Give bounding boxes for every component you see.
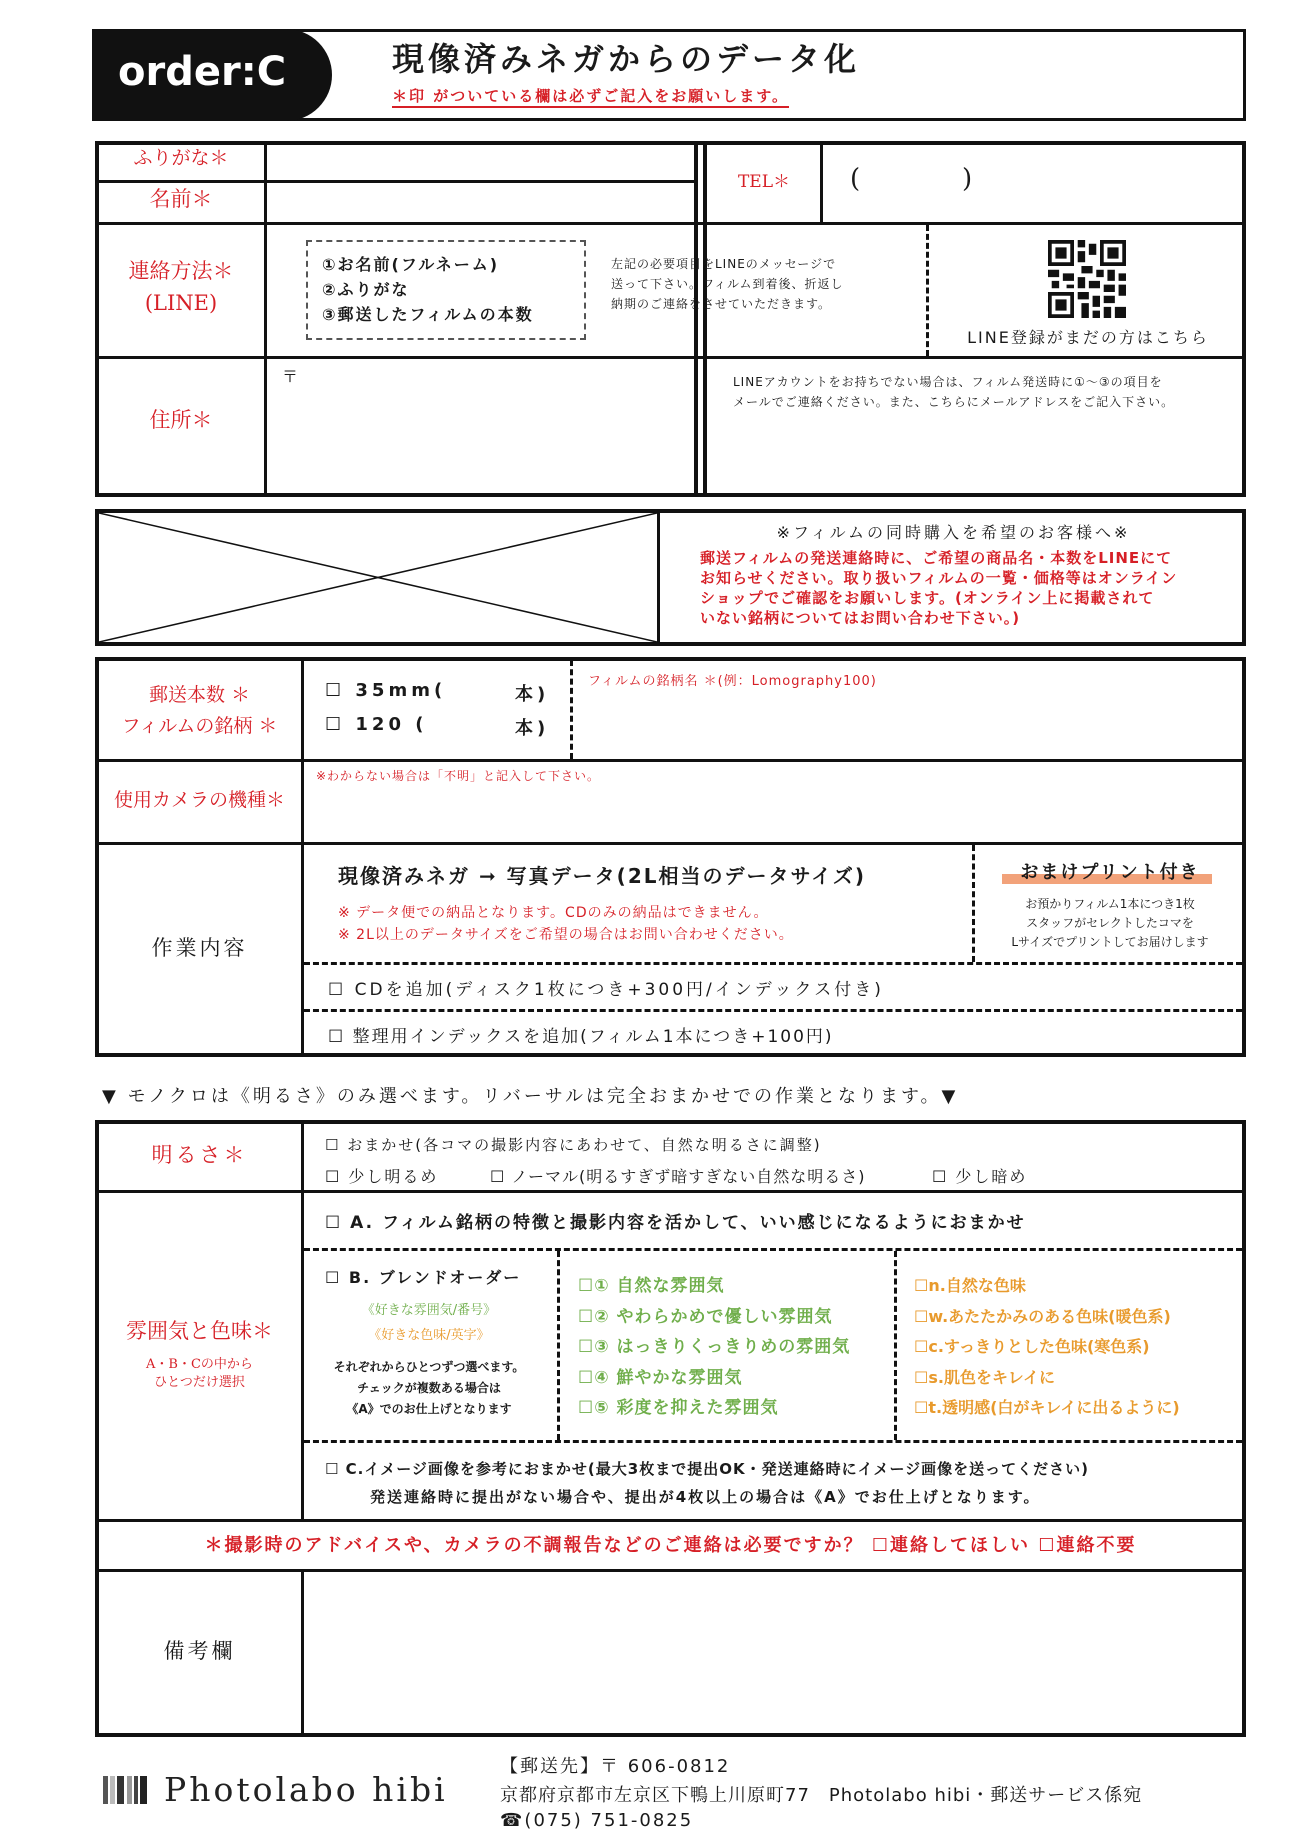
name-field[interactable] [268,183,693,222]
option-c-note: 発送連絡時に提出がない場合や、提出が4枚以上の場合は《A》でお仕上げとなります。 [370,1488,1041,1506]
mood-option-checkbox[interactable]: ☐① 自然な雰囲気 [578,1276,725,1296]
qr-code-icon[interactable] [1048,240,1126,318]
film-brand-field[interactable] [576,692,1242,756]
brightness-lighter-checkbox[interactable]: ☐ 少し明るめ [325,1167,439,1186]
brightness-auto-checkbox[interactable]: ☐ おまかせ(各コマの撮影内容にあわせて、自然な明るさに調整) [325,1136,822,1154]
work-content-label: 作業内容 [151,936,248,960]
mailing-dest: 【郵送先】〒 606-0812 [500,1756,731,1777]
order-badge-text: order:C [118,49,287,95]
furigana-label: ふりがな＊ [133,147,229,169]
brightness-label: 明るさ＊ [151,1143,248,1167]
index-option-checkbox[interactable]: ☐ 整理用インデックスを追加(フィルム1本につき+100円) [328,1027,834,1047]
mood-option-checkbox[interactable]: ☐③ はっきりくっきりめの雰囲気 [578,1337,851,1357]
line-item: ①お名前(フルネーム) [322,255,500,274]
mailing-address: 京都府京都市左京区下鴨上川原町77 Photolabo hibi・郵送サービス係宛 [500,1785,1143,1806]
advice-question[interactable]: ＊撮影時のアドバイスや、カメラの不調報告などのご連絡は必要ですか？ ☐連絡してほしい ☐連絡不要 [204,1535,1137,1556]
tel-label: TEL＊ [737,172,791,192]
name-label: 名前＊ [149,187,213,211]
mood-color-sub: A・B・Cの中から ひとつだけ選択 [146,1357,253,1390]
film-purchase-text: 郵送フィルムの発送連絡時に、ご希望の商品名・本数をLINEにて お知らせください。取り扱いフィルムの一覧・価格等はオンライン ショップでご確認をお願いします。(オンライン上に掲載されて いない銘柄についてはお問い合わせ下さい。) [700,549,1178,627]
camera-model-label: 使用カメラの機種＊ [113,789,285,811]
color-option-checkbox[interactable]: ☐t.透明感(白がキレイに出るように) [914,1398,1180,1417]
line-item: ②ふりがな [322,280,410,299]
tel-field[interactable] [824,144,1244,222]
color-option-checkbox[interactable]: ☐w.あたたかみのある色味(暖色系) [914,1306,1171,1326]
address-field[interactable] [268,360,693,493]
color-option-checkbox[interactable]: ☐c.すっきりとした色味(寒色系) [914,1337,1150,1356]
film-brand-hint: フィルムの銘柄名 ＊(例：Lomography100) [588,674,877,689]
work-notes: ※ データ便での納品となります。CDのみの納品はできません。 ※ 2L以上のデータサイズをご希望の場合はお問い合わせください。 [338,905,794,943]
phone-number: ☎(075) 751-0825 [500,1810,694,1831]
mood-option-checkbox[interactable]: ☐② やわらかめで優しい雰囲気 [578,1306,833,1327]
qr-caption: LINE登録がまだの方はこちら [967,328,1209,347]
color-option-checkbox[interactable]: ☐n.自然な色味 [914,1276,1026,1295]
option-120[interactable]: ☐ 120 ( 本) [325,714,550,739]
contact-method-label: 連絡方法＊ (LINE) [128,259,234,315]
tel-close-paren: ) [962,164,973,194]
logo-icon [103,1776,147,1804]
furigana-field[interactable] [268,144,693,180]
remarks-field[interactable] [305,1573,1242,1733]
page-title: 現像済みネガからのデータ化 [392,40,861,78]
option-b-sub: 《好きな雰囲気/番号》 《好きな色味/英字》 [361,1303,497,1343]
camera-model-field[interactable] [305,786,1242,839]
bonus-print-text: お預かりフィルム1本につき1枚 スタッフがセレクトしたコマを Lサイズでプリントしてお届けします [1011,897,1209,949]
work-title: 現像済みネガ ➞ 写真データ(2L相当のデータサイズ) [338,864,867,888]
remarks-label: 備考欄 [163,1639,236,1663]
mood-option-checkbox[interactable]: ☐⑤ 彩度を抑えた雰囲気 [578,1398,779,1418]
monochrome-note: ▼ モノクロは《明るさ》のみ選べます。リバーサルは完全おまかせでの作業となります。▼ [102,1086,959,1107]
color-options [914,1271,1180,1424]
brightness-darker-checkbox[interactable]: ☐ 少し暗め [932,1167,1028,1186]
option-c-checkbox[interactable]: ☐ C.イメージ画像を参考におまかせ(最大3枚まで提出OK・発送連絡時にイメージ画像を送ってください) [325,1460,1090,1478]
mood-option-checkbox[interactable]: ☐④ 鮮やかな雰囲気 [578,1367,743,1388]
required-note: ＊印 がついている欄は必ずご記入をお願いします。 [392,86,789,108]
email-instruction: LINEアカウントをお持ちでない場合は、フィルム発送時に①〜③の項目を メールでご連絡ください。また、こちらにメールアドレスをご記入下さい。 [733,375,1175,409]
address-label: 住所＊ [149,408,213,432]
film-purchase-heading: ※フィルムの同時購入を希望のお客様へ※ [776,523,1131,542]
mood-options [578,1271,850,1424]
line-item: ③郵送したフィルムの本数 [322,305,534,324]
email-field[interactable] [711,415,1243,493]
color-option-checkbox[interactable]: ☐s.肌色をキレイに [914,1367,1055,1387]
option-b-note: それぞれからひとつずつ選べます。 チェックが複数ある場合は 《A》でのお仕上げとなります [333,1360,525,1416]
cd-option-checkbox[interactable]: ☐ CDを追加(ディスク1枚につき+300円/インデックス付き) [328,980,884,1000]
option-35mm[interactable]: ☐ 35mm( 本) [325,680,550,705]
mood-color-label: 雰囲気と色味＊ [126,1319,273,1343]
brightness-normal-checkbox[interactable]: ☐ ノーマル(明るすぎず暗すぎない自然な明るさ) [490,1167,866,1186]
bonus-print-title: おまけプリント付き [1020,862,1200,883]
line-items-box [306,240,586,340]
postal-mark: 〒 [282,367,299,386]
option-a-checkbox[interactable]: ☐ A. フィルム銘柄の特徴と撮影内容を活かして、いい感じになるようにおまかせ [325,1213,1026,1233]
brand-logo-text: Photolabo hibi [164,1770,448,1809]
tel-open-paren: ( [850,164,861,194]
count-label: 郵送本数 ＊ フィルムの銘柄 ＊ [121,684,278,737]
camera-hint: ※わからない場合は「不明」と記入して下さい。 [316,769,601,783]
line-instruction: 左記の必要項目をLINEのメッセージで 送って下さい。フィルム到着後、折返し 納期のご連絡をさせていただきます。 [611,257,844,311]
option-b-checkbox[interactable]: ☐ B. ブレンドオーダー [325,1268,522,1287]
crossed-out-area [99,513,657,642]
